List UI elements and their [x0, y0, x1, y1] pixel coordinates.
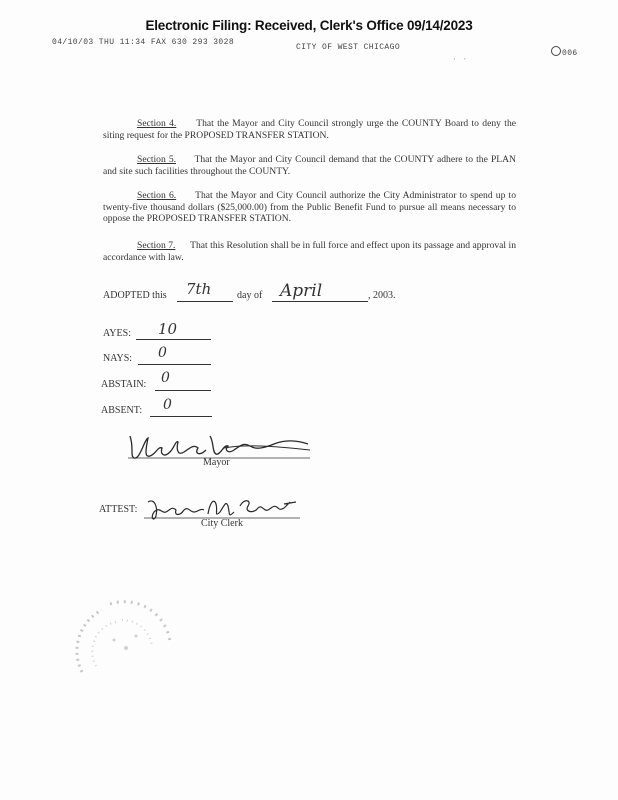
section-label: Section 6. [137, 190, 177, 201]
adopted-day-line [177, 301, 233, 302]
fax-header: 04/10/03 THU 11:34 FAX 630 293 3028 [52, 38, 235, 47]
section-6 [103, 190, 516, 225]
adopted-prefix: ADOPTED this [103, 290, 167, 301]
absent-label: ABSENT: [101, 405, 143, 416]
absent-line [150, 416, 212, 417]
scan-speck: · · [452, 55, 468, 64]
nays-label: NAYS: [103, 353, 133, 364]
section-label: Section 5. [137, 154, 177, 165]
adopted-month-handwritten: April [280, 281, 323, 301]
filing-stamp: Electronic Filing: Received, Clerk's Office 09/14/2023 [145, 18, 473, 33]
section-text: That the Mayor and City Council authorize the City Administrator to spend up to twenty-five thousand dollars ($25,000.00) from the Public Benefit Fund to pursue all means necessary to oppose the PROPOSED TRANSFER STATION. [103, 190, 517, 224]
section-text: That the Mayor and City Council demand that the COUNTY adhere to the PLAN and site such facilities throughout the COUNTY. [103, 154, 516, 177]
ayes-line [136, 339, 211, 340]
section-label: Section 4. [137, 118, 177, 129]
adopted-year: , 2003. [368, 290, 396, 301]
city-seal [66, 596, 184, 688]
abstain-value: 0 [161, 370, 170, 386]
section-text: That this Resolution shall be in full force and effect upon its passage and approval in accordance with law. [103, 240, 516, 263]
section-text: That the Mayor and City Council strongly urge the COUNTY Board to deny the siting request for the PROPOSED TRANSFER STATION. [103, 118, 516, 141]
absent-value: 0 [163, 397, 172, 413]
section-label: Section 7. [137, 240, 176, 251]
section-7 [103, 240, 516, 263]
adopted-day-handwritten: 7th [186, 280, 212, 298]
nays-value: 0 [158, 345, 167, 361]
section-4 [103, 118, 516, 141]
page-marker [551, 46, 578, 58]
city-header: CITY OF WEST CHICAGO [296, 43, 401, 52]
city-clerk-title: City Clerk [201, 518, 243, 529]
ayes-value: 10 [158, 320, 178, 338]
abstain-label: ABSTAIN: [101, 379, 147, 390]
page-marker-number: 006 [562, 49, 578, 58]
abstain-line [155, 390, 211, 391]
page-marker-circle [551, 46, 561, 56]
nays-line [138, 364, 211, 365]
mayor-title: Mayor [203, 457, 230, 468]
attest-label: ATTEST: [99, 504, 138, 515]
section-5 [103, 154, 516, 177]
adopted-month-line [272, 301, 368, 302]
adopted-mid: day of [237, 290, 263, 301]
ayes-label: AYES: [103, 328, 131, 339]
